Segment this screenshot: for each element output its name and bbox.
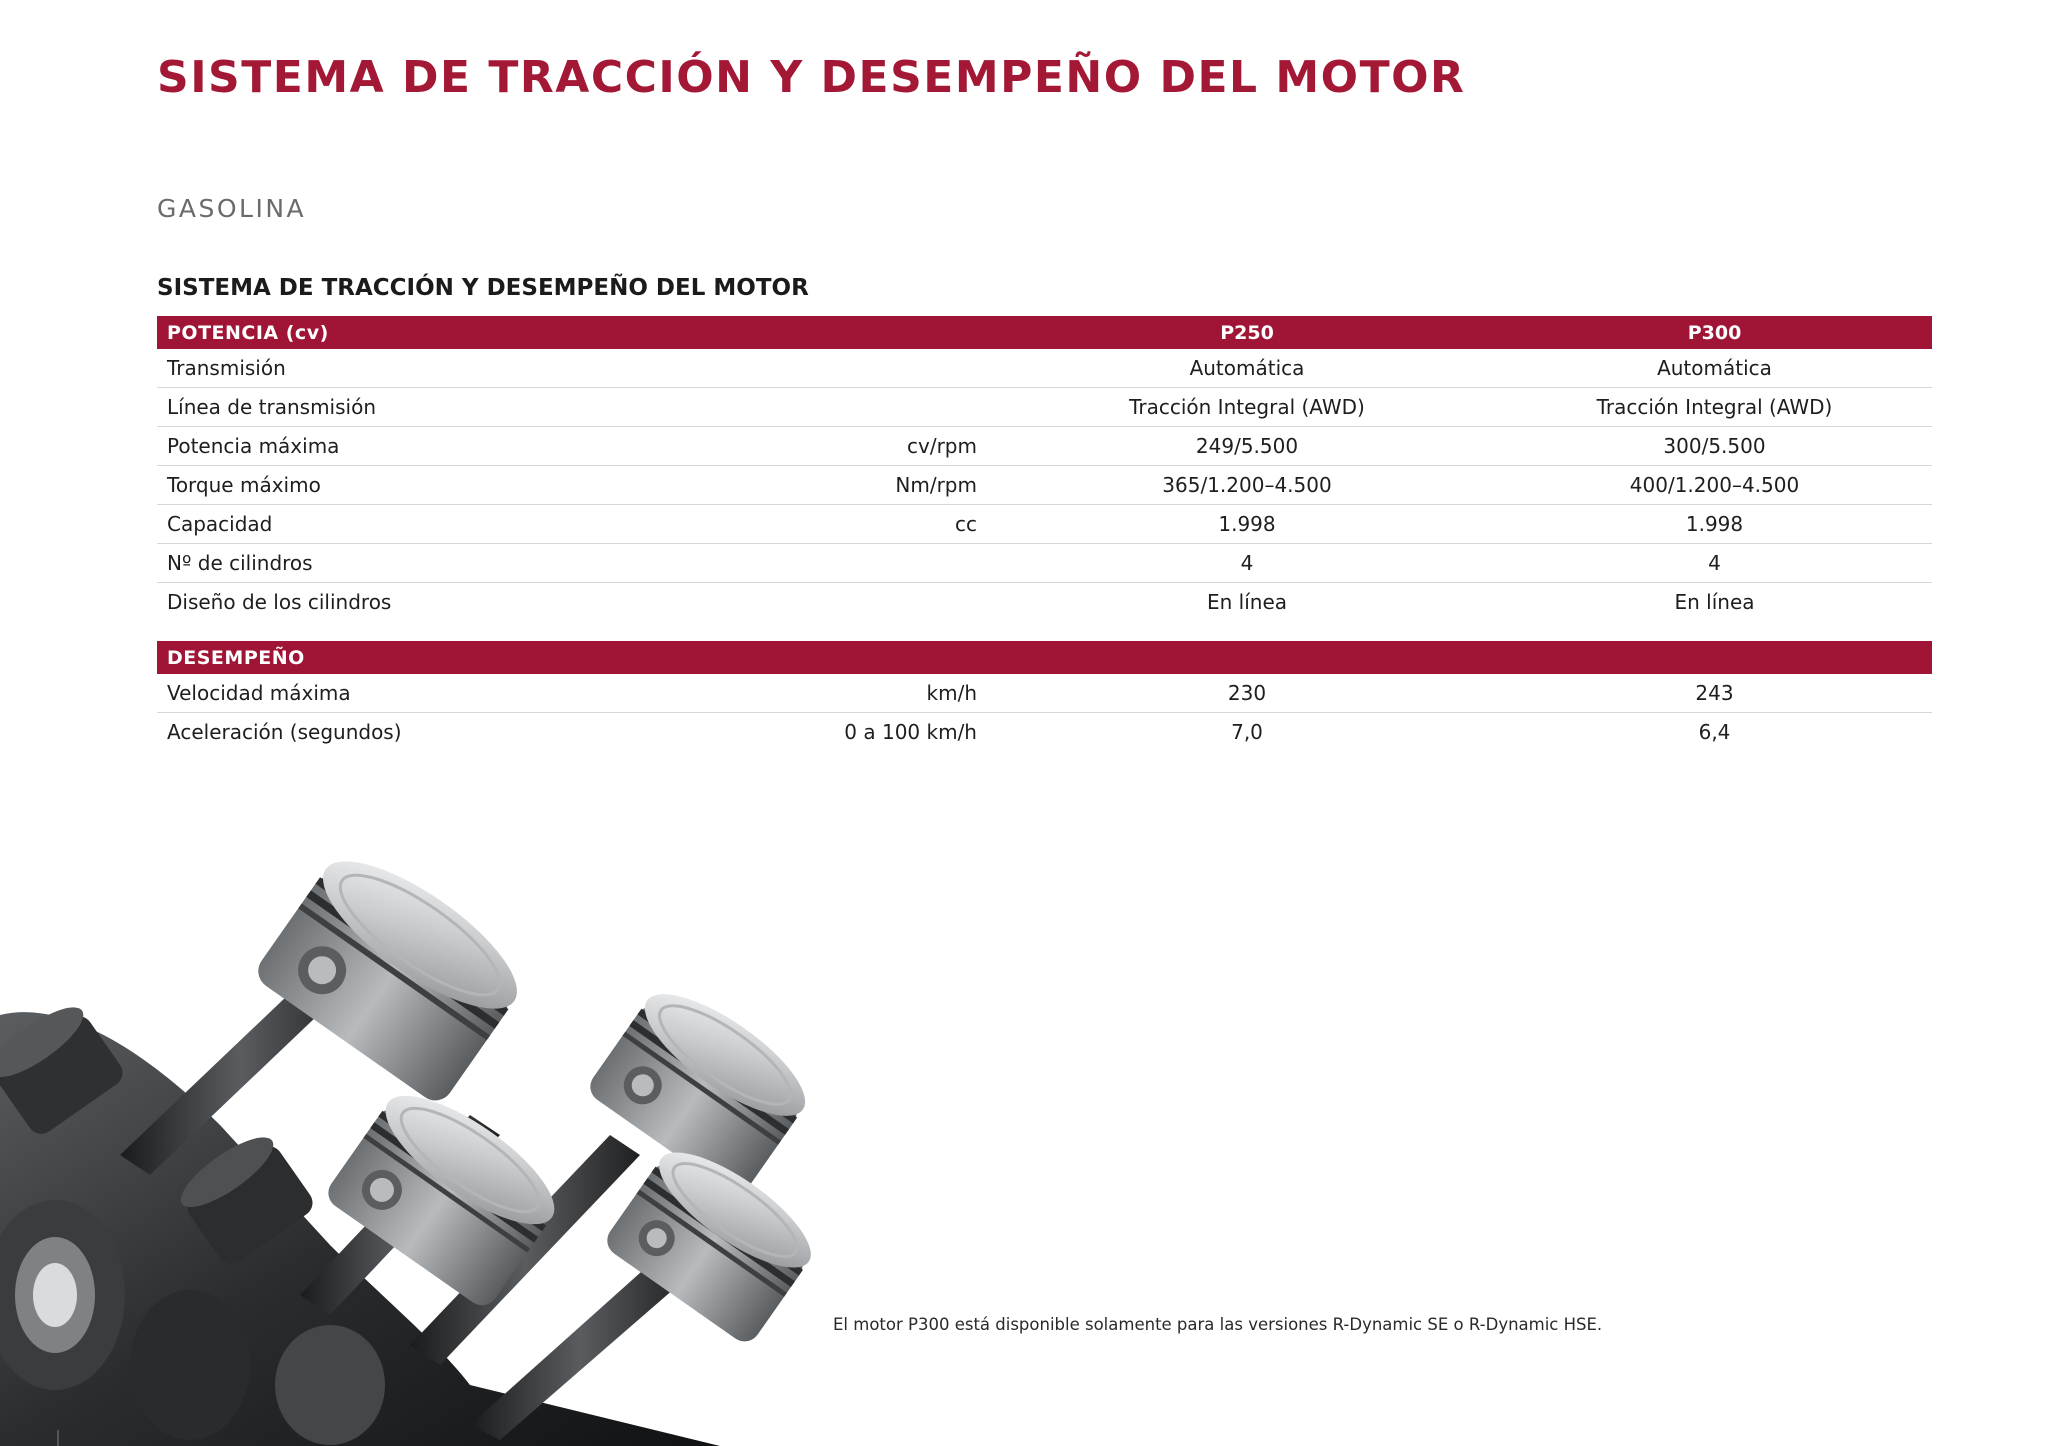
row-label: Transmisión: [167, 356, 286, 380]
footnote: El motor P300 está disponible solamente para las versiones R-Dynamic SE o R-Dynamic HSE.: [833, 1315, 1603, 1334]
row-value-p300: Automática: [1657, 356, 1772, 380]
engine-specs-table: [157, 316, 1932, 621]
row-value-p250: 4: [1240, 551, 1254, 575]
table-row: [157, 388, 1932, 427]
table-header-row: [157, 641, 1932, 674]
header-p250: P250: [1220, 321, 1274, 344]
row-unit: cv/rpm: [907, 434, 977, 458]
table-title: SISTEMA DE TRACCIÓN Y DESEMPEÑO DEL MOTOR: [157, 275, 809, 301]
row-value-p250: 249/5.500: [1195, 434, 1299, 458]
row-value-p250: 230: [1227, 681, 1267, 705]
engine-pistons-image: [0, 825, 830, 1446]
row-value-p250: 365/1.200–4.500: [1162, 473, 1332, 497]
row-value-p300: 400/1.200–4.500: [1629, 473, 1800, 497]
row-value-p250: 1.998: [1218, 512, 1276, 536]
table-row: [157, 544, 1932, 583]
performance-table: [157, 641, 1932, 751]
row-label: Capacidad: [167, 512, 273, 536]
row-value-p300: En línea: [1674, 590, 1755, 614]
fuel-type-label: GASOLINA: [157, 194, 307, 223]
row-label: Diseño de los cilindros: [167, 590, 392, 614]
row-value-p250: Automática: [1189, 356, 1305, 380]
table-row: [157, 466, 1932, 505]
table-row: [157, 505, 1932, 544]
row-value-p300: 1.998: [1685, 512, 1744, 536]
row-value-p250: 7,0: [1231, 720, 1263, 744]
table-row: [157, 713, 1932, 751]
row-unit: km/h: [926, 681, 977, 705]
row-unit: 0 a 100 km/h: [844, 720, 977, 744]
row-unit: cc: [955, 512, 977, 536]
header-label: DESEMPEÑO: [167, 646, 305, 669]
table-header-row: [157, 316, 1932, 349]
header-label: POTENCIA (cv): [167, 321, 329, 344]
row-label: Línea de transmisión: [167, 395, 376, 419]
row-value-p300: 243: [1695, 681, 1734, 705]
row-label: Torque máximo: [167, 473, 321, 497]
row-label: Potencia máxima: [167, 434, 340, 458]
table-row: [157, 427, 1932, 466]
table-row: [157, 349, 1932, 388]
row-value-p300: 4: [1708, 551, 1721, 575]
row-unit: Nm/rpm: [895, 473, 977, 497]
table-row: [157, 583, 1932, 621]
page-edge-mark: [57, 1430, 59, 1446]
row-value-p250: Tracción Integral (AWD): [1129, 395, 1365, 419]
header-p300: P300: [1687, 321, 1742, 344]
row-label: Aceleración (segundos): [167, 720, 402, 744]
row-value-p250: En línea: [1206, 590, 1288, 614]
row-value-p300: 300/5.500: [1663, 434, 1766, 458]
row-label: Nº de cilindros: [167, 551, 313, 575]
row-label: Velocidad máxima: [167, 681, 351, 705]
row-value-p300: Tracción Integral (AWD): [1596, 395, 1833, 419]
page-title: SISTEMA DE TRACCIÓN Y DESEMPEÑO DEL MOTOR: [157, 52, 1466, 103]
table-row: [157, 674, 1932, 713]
row-value-p300: 6,4: [1698, 720, 1731, 744]
